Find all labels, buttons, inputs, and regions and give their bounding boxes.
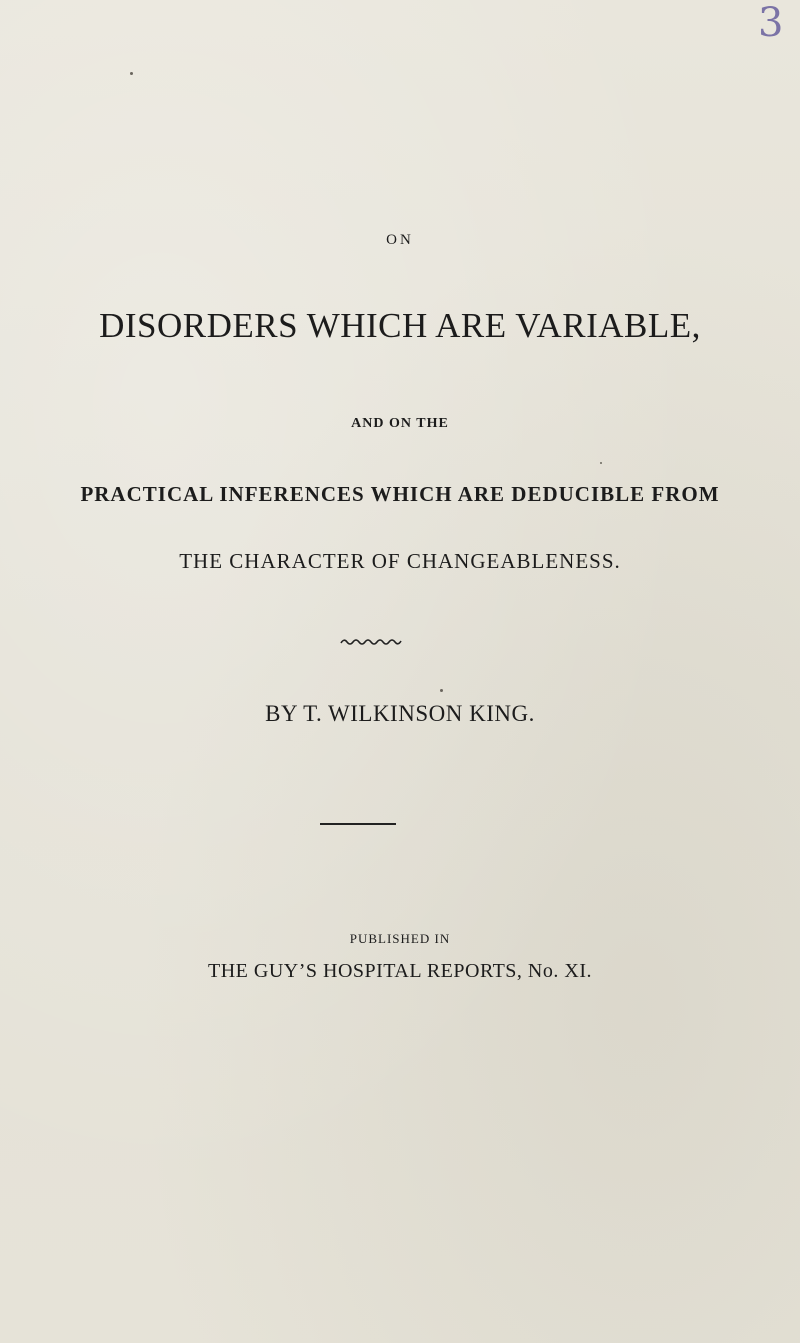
- published-in-label: PUBLISHED IN: [349, 931, 451, 946]
- subtitle-line-2: THE CHARACTER OF CHANGEABLENESS.: [179, 549, 621, 573]
- author-line: BY T. WILKINSON KING.: [265, 701, 535, 726]
- paper-speck: [600, 462, 602, 464]
- horizontal-rule: [320, 823, 396, 825]
- wavy-ornament: [340, 637, 402, 647]
- paper-speck: [440, 689, 443, 692]
- page-number: 3: [758, 0, 784, 46]
- subtitle-line-1: PRACTICAL INFERENCES WHICH ARE DEDUCIBLE FROM: [80, 482, 720, 506]
- and-on-the-line: AND ON THE: [351, 416, 449, 431]
- on-heading: ON: [386, 232, 414, 248]
- main-title: DISORDERS WHICH ARE VARIABLE,: [99, 306, 701, 345]
- publication-name: THE GUY’S HOSPITAL REPORTS, No. XI.: [208, 960, 592, 982]
- paper-speck: [130, 72, 133, 75]
